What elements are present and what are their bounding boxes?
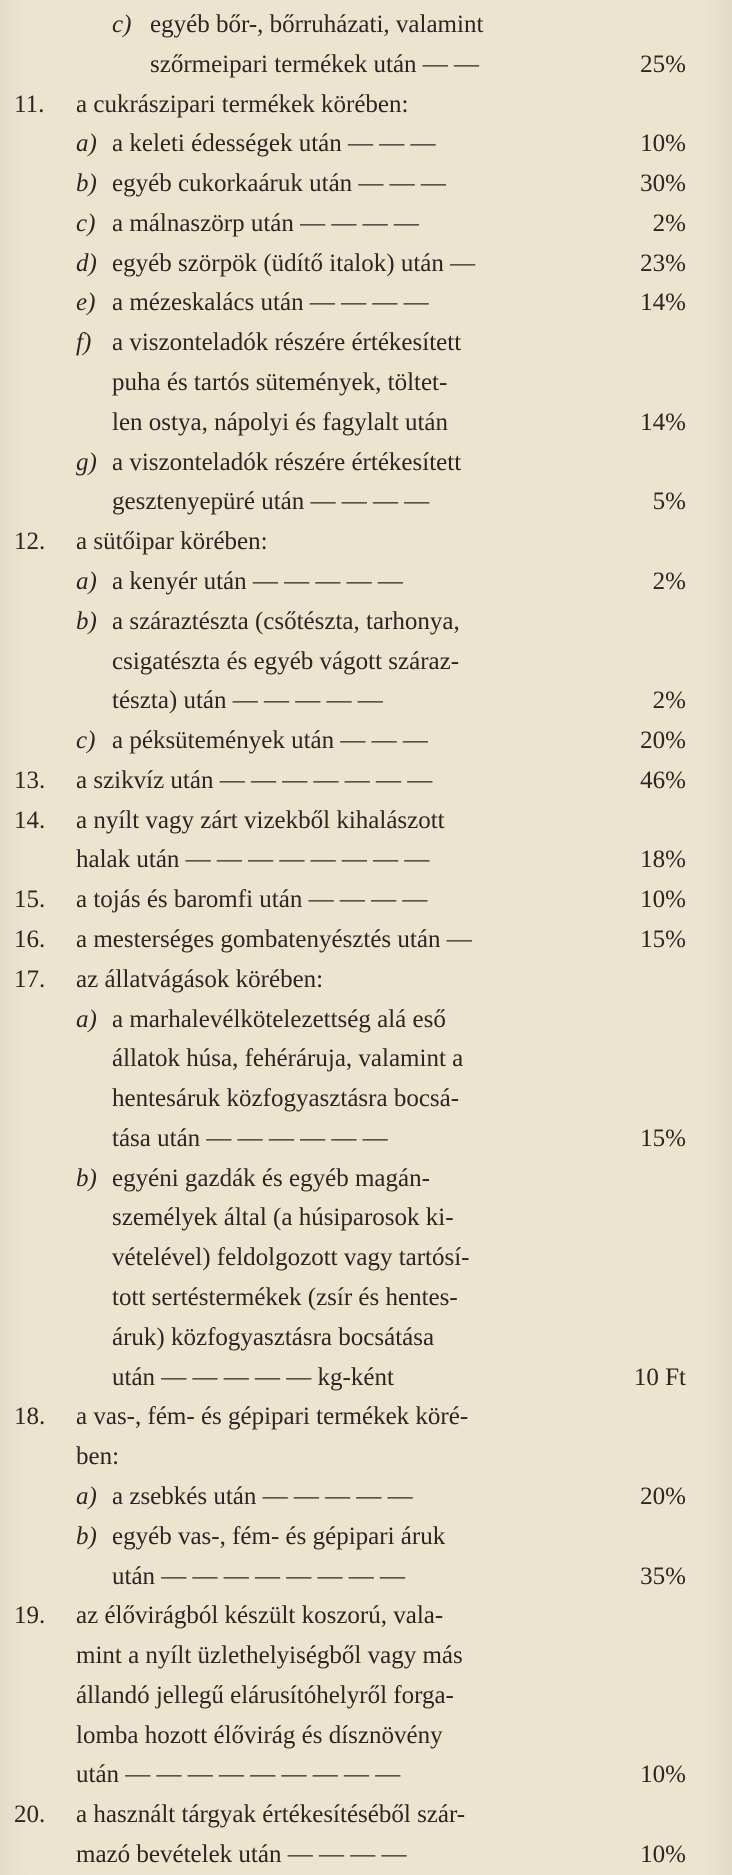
item-text: mint a nyílt üzlethelyiségből vagy más <box>76 1642 463 1669</box>
doc-line <box>0 1198 732 1238</box>
sub-item-label: a) <box>76 568 97 595</box>
rate-value: 14% <box>640 409 686 436</box>
doc-line <box>0 1119 732 1159</box>
rate-value: 30% <box>640 170 686 197</box>
doc-line <box>0 482 732 522</box>
sub-item-label: a) <box>76 1006 97 1033</box>
sub-item-label: a) <box>76 1483 97 1510</box>
doc-line <box>0 5 732 45</box>
item-text: a marhalevélkötelezettség alá eső <box>112 1006 446 1033</box>
item-text: a tojás és baromfi után — — — — <box>76 886 428 913</box>
item-text: áruk) közfogyasztásra bocsátása <box>112 1324 435 1351</box>
sub-item-label: c) <box>76 210 96 237</box>
item-text: személyek által (a húsiparosok ki- <box>112 1204 454 1231</box>
item-text: egyéb cukorkaáruk után — — — <box>112 170 446 197</box>
doc-line <box>0 801 732 841</box>
doc-line <box>0 1318 732 1358</box>
sub-item-label: a) <box>76 130 97 157</box>
item-text: a használt tárgyak értékesítéséből szár- <box>76 1801 466 1828</box>
item-text: a mesterséges gombatenyésztés után — <box>76 926 472 953</box>
doc-line <box>0 1159 732 1199</box>
sub-item-label: g) <box>76 449 97 476</box>
rate-value: 10% <box>640 1761 686 1788</box>
item-text: az állatvágások körében: <box>76 966 324 993</box>
doc-line <box>0 1278 732 1318</box>
item-text: állandó jellegű elárusítóhelyről forga- <box>76 1682 454 1709</box>
rate-value: 35% <box>640 1563 686 1590</box>
doc-line <box>0 1755 732 1795</box>
rate-value: 2% <box>652 687 686 714</box>
rate-value: 10% <box>640 130 686 157</box>
item-text: a mézeskalács után — — — — <box>112 289 429 316</box>
item-text: a kenyér után — — — — — <box>112 568 403 595</box>
item-text: vételével) feldolgozott vagy tartósí- <box>112 1244 470 1271</box>
item-text: hentesáruk közfogyasztásra bocsá- <box>112 1085 460 1112</box>
rate-value: 18% <box>640 846 686 873</box>
sub-item-label: c) <box>76 727 96 754</box>
item-text: ben: <box>76 1443 120 1470</box>
item-number: 11. <box>14 91 45 118</box>
doc-line <box>0 1557 732 1597</box>
sub-item-label: e) <box>76 289 96 316</box>
doc-line <box>0 1477 732 1517</box>
rate-value: 10% <box>640 886 686 913</box>
item-number: 13. <box>14 767 46 794</box>
item-text: után — — — — — kg-ként <box>112 1364 394 1391</box>
item-text: a cukrászipari termékek körében: <box>76 91 409 118</box>
doc-line <box>0 85 732 125</box>
sub-item-label: c) <box>112 11 132 38</box>
doc-line <box>0 204 732 244</box>
doc-line <box>0 1716 732 1756</box>
doc-line <box>0 562 732 602</box>
item-text: a zsebkés után — — — — — <box>112 1483 413 1510</box>
sub-item-label: d) <box>76 250 97 277</box>
rate-value: 15% <box>640 1125 686 1152</box>
doc-line <box>0 1437 732 1477</box>
doc-line <box>0 920 732 960</box>
doc-line <box>0 1358 732 1398</box>
item-text: egyéb bőr-, bőrruházati, valamint <box>150 11 484 38</box>
item-number: 15. <box>14 886 46 913</box>
item-text: szőrmeipari termékek után — — <box>150 51 480 78</box>
item-text: lomba hozott élővirág és dísznövény <box>76 1722 443 1749</box>
rate-value: 2% <box>652 210 686 237</box>
doc-line <box>0 1636 732 1676</box>
item-number: 18. <box>14 1403 46 1430</box>
rate-value: 10 Ft <box>633 1364 686 1391</box>
doc-line <box>0 124 732 164</box>
rate-value: 23% <box>640 250 686 277</box>
doc-line <box>0 244 732 284</box>
doc-line <box>0 642 732 682</box>
rate-value: 25% <box>640 51 686 78</box>
item-text: egyéb szörpök (üdítő italok) után — <box>112 250 476 277</box>
doc-line <box>0 1039 732 1079</box>
item-text: a viszonteladók részére értékesített <box>112 329 462 356</box>
item-text: tott sertéstermékek (zsír és hentes- <box>112 1284 458 1311</box>
sub-item-label: b) <box>76 170 97 197</box>
doc-line <box>0 602 732 642</box>
doc-line <box>0 1835 732 1875</box>
item-text: tása után — — — — — — <box>112 1125 388 1152</box>
rate-value: 15% <box>640 926 686 953</box>
doc-line <box>0 1000 732 1040</box>
doc-line <box>0 1676 732 1716</box>
item-number: 17. <box>14 966 46 993</box>
item-number: 16. <box>14 926 46 953</box>
item-number: 19. <box>14 1602 46 1629</box>
rate-value: 14% <box>640 289 686 316</box>
item-text: egyéb vas-, fém- és gépipari áruk <box>112 1523 446 1550</box>
sub-item-label: b) <box>76 1523 97 1550</box>
doc-line <box>0 403 732 443</box>
item-text: a viszonteladók részére értékesített <box>112 449 462 476</box>
rate-value: 46% <box>640 767 686 794</box>
doc-line <box>0 1517 732 1557</box>
doc-line <box>0 45 732 85</box>
rate-value: 20% <box>640 727 686 754</box>
item-text: a málnaszörp után — — — — <box>112 210 419 237</box>
item-text: a nyílt vagy zárt vizekből kihalászott <box>76 807 445 834</box>
item-text: a szikvíz után — — — — — — — <box>76 767 433 794</box>
item-text: egyéni gazdák és egyéb magán- <box>112 1165 430 1192</box>
doc-line <box>0 1238 732 1278</box>
item-text: a vas-, fém- és gépipari termékek köré- <box>76 1403 469 1430</box>
doc-line <box>0 880 732 920</box>
doc-line <box>0 1397 732 1437</box>
rate-value: 20% <box>640 1483 686 1510</box>
item-text: puha és tartós sütemények, töltet- <box>112 369 448 396</box>
doc-line <box>0 443 732 483</box>
doc-line <box>0 1079 732 1119</box>
item-text: csigatészta és egyéb vágott száraz- <box>112 648 460 675</box>
rate-value: 2% <box>652 568 686 595</box>
item-text: az élővirágból készült koszorú, vala- <box>76 1602 444 1629</box>
doc-line <box>0 840 732 880</box>
item-number: 12. <box>14 528 46 555</box>
sub-item-label: b) <box>76 608 97 635</box>
doc-line <box>0 283 732 323</box>
sub-item-label: b) <box>76 1165 97 1192</box>
item-text: a keleti édességek után — — — <box>112 130 436 157</box>
item-text: a péksütemények után — — — <box>112 727 428 754</box>
doc-line <box>0 721 732 761</box>
item-text: tészta) után — — — — — <box>112 687 383 714</box>
item-text: után — — — — — — — — <box>112 1563 406 1590</box>
item-text: len ostya, nápolyi és fagylalt után <box>112 409 449 436</box>
doc-line <box>0 164 732 204</box>
sub-item-label: f) <box>76 329 92 356</box>
doc-line <box>0 363 732 403</box>
doc-line <box>0 681 732 721</box>
doc-line <box>0 522 732 562</box>
doc-line <box>0 761 732 801</box>
item-text: a sütőipar körében: <box>76 528 268 555</box>
item-text: után — — — — — — — — — <box>76 1761 401 1788</box>
item-text: állatok húsa, fehéráruja, valamint a <box>112 1045 464 1072</box>
rate-value: 5% <box>652 488 686 515</box>
item-text: a száraztészta (csőtészta, tarhonya, <box>112 608 460 635</box>
doc-line <box>0 960 732 1000</box>
doc-line <box>0 1596 732 1636</box>
item-text: mazó bevételek után — — — — <box>76 1841 407 1868</box>
rate-value: 10% <box>640 1841 686 1868</box>
doc-line <box>0 1795 732 1835</box>
item-number: 14. <box>14 807 46 834</box>
item-text: halak után — — — — — — — — <box>76 846 430 873</box>
doc-line <box>0 323 732 363</box>
item-number: 20. <box>14 1801 46 1828</box>
item-text: gesztenyepüré után — — — — <box>112 488 430 515</box>
